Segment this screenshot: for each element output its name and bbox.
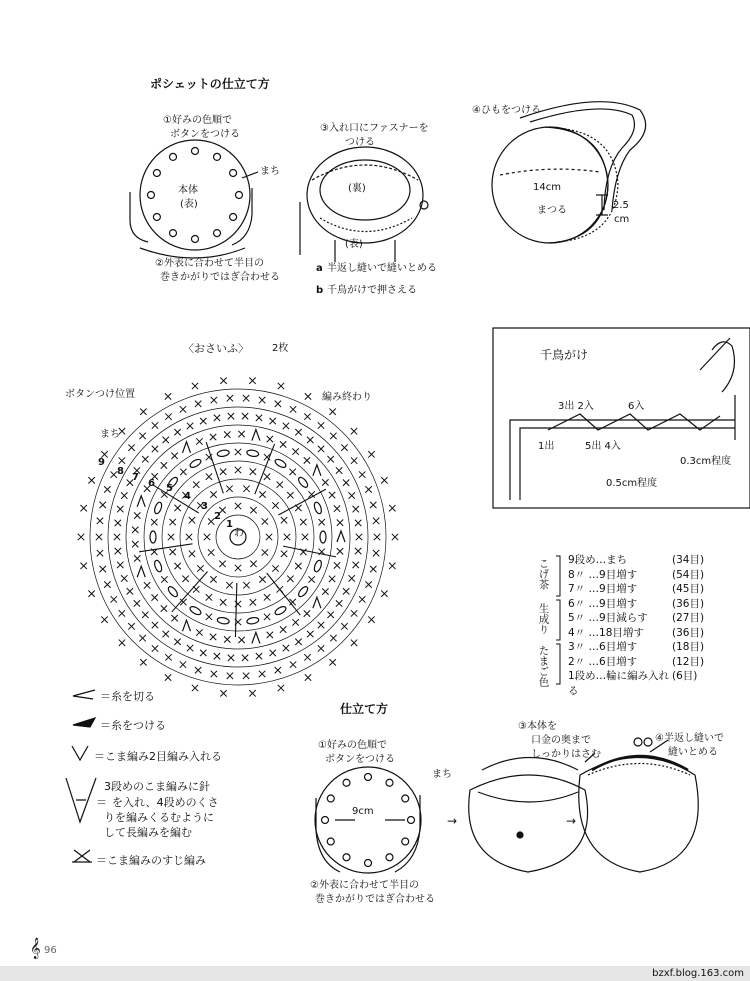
row-count: (36目) xyxy=(672,597,705,610)
row-count: (18目) xyxy=(672,641,705,653)
row-num-3: 3 xyxy=(201,501,208,512)
arrow-1: → xyxy=(447,814,458,828)
legend-long-4: して長編みを編む xyxy=(104,826,192,839)
table-row xyxy=(568,669,722,698)
color-kogecha: こげ茶 xyxy=(537,558,550,590)
pochette-step2-line1: ②外表に合わせて半目の xyxy=(155,258,264,269)
row-num-9: 9 xyxy=(98,457,105,468)
note-b-letter: b xyxy=(316,285,324,296)
note-a-letter: a xyxy=(316,263,323,274)
row-num-5: 5 xyxy=(166,483,173,494)
legend-long-eq: ＝ xyxy=(96,796,107,809)
matsuru-label: まつる xyxy=(537,205,567,216)
shitate-title: 仕立て方 xyxy=(340,702,389,716)
row-label: 3〃 …6目増す xyxy=(568,641,638,653)
shitate-step3-line1: ③本体を xyxy=(518,721,557,732)
pochette-step4: ④ひもをつける xyxy=(472,105,541,116)
chidori-6iri: 6入 xyxy=(628,401,645,412)
legend-long-2: を入れ、4段めのくさ xyxy=(112,796,219,809)
page-number: 96 xyxy=(44,945,57,956)
row-label: 9段め…まち xyxy=(568,554,628,566)
row-num-6: 6 xyxy=(148,478,155,489)
footer-bar xyxy=(0,966,750,981)
row-count: (34目) xyxy=(672,554,705,566)
chidori-1de: 1出 xyxy=(538,441,555,452)
row-num-7: 7 xyxy=(132,472,139,483)
legend-attach: ＝糸をつける xyxy=(100,719,166,732)
pochette-step3-line2: つける xyxy=(345,137,375,148)
legend-back-loop: ＝こま編みのすじ編み xyxy=(96,854,206,867)
shitate-step4-line2: 縫いとめる xyxy=(668,747,718,758)
chidori-03cm: 0.3cm程度 xyxy=(680,456,732,467)
color-tamago: たまご色 xyxy=(537,645,550,687)
row-count: (54目) xyxy=(672,568,705,581)
pochette-step1-line1: ①好みの色順で xyxy=(163,115,232,126)
chart-machi-label: まち xyxy=(100,429,120,440)
button-position-label: ボタンつけ位置 xyxy=(65,389,135,400)
row-label: 6〃 …9目増す xyxy=(568,597,638,610)
shitate-dim-9cm: 9cm xyxy=(352,806,374,817)
row-label: 4〃 …18目増す xyxy=(568,626,644,639)
table-row xyxy=(568,553,722,568)
pochette-step1-line2: ボタンをつける xyxy=(170,129,240,140)
dim-14cm: 14cm xyxy=(533,182,561,193)
treble-clef-icon: 𝄞 xyxy=(30,938,41,959)
chidori-title: 千鳥がけ xyxy=(540,348,589,362)
note-a-text: 半返し縫いで縫いとめる xyxy=(327,263,437,274)
pochette-step3-line1: ③入れ口にファスナーを xyxy=(320,123,429,134)
row-label: 1段め…輪に編み入れる xyxy=(568,670,670,697)
row-num-1: 1 xyxy=(226,519,233,530)
row-num-8: 8 xyxy=(117,466,124,477)
table-row xyxy=(568,611,722,626)
shitate-step4-line1: ④半返し縫いで xyxy=(655,733,724,744)
shitate-step1-line1: ①好みの色順で xyxy=(318,740,387,751)
shitate-step1-line2: ボタンをつける xyxy=(325,754,395,765)
row-count: (27目) xyxy=(672,612,705,624)
site-watermark: bzxf.blog.163.com xyxy=(652,968,744,979)
row-label: 7〃 …9目増す xyxy=(568,583,638,595)
shitate-step3-line3: しっかりはさむ xyxy=(531,749,601,760)
row-label: 2〃 …6目増す xyxy=(568,655,638,668)
pochette-omote-label: (表) xyxy=(180,199,198,210)
chidori-5de4iri: 5出 4入 xyxy=(585,441,621,452)
osaifu-title: 〈おさいふ〉 xyxy=(183,342,249,355)
table-row xyxy=(568,640,722,655)
amiowari-label: 編み終わり xyxy=(322,392,372,403)
pochette-body-label: 本体 xyxy=(178,185,198,196)
pochette-step2-line2: 巻きかがりではぎ合わせる xyxy=(160,272,280,283)
table-row xyxy=(568,597,722,612)
pochette-machi-label: まち xyxy=(260,166,280,177)
row-num-4: 4 xyxy=(184,491,191,502)
row-label: 5〃 …9目減らす xyxy=(568,612,648,624)
dim-2-5: 2.5 xyxy=(613,200,629,211)
legend-long-3: りを編みくるむように xyxy=(104,811,214,824)
arrow-2: → xyxy=(566,814,577,828)
chidori-3de2iri: 3出 2入 xyxy=(558,401,594,412)
pochette-omote2-label: (表) xyxy=(345,239,363,250)
pochette-ura-label: (裏) xyxy=(348,183,366,194)
wa-label: わ xyxy=(234,528,244,539)
shitate-machi: まち xyxy=(432,769,452,780)
row-count: (45目) xyxy=(672,583,705,595)
row-count: (12目) xyxy=(672,655,705,668)
shitate-step2-line1: ②外表に合わせて半目の xyxy=(310,880,419,891)
legend-long-1: 3段めのこま編みに針 xyxy=(104,780,210,793)
table-row xyxy=(568,568,722,583)
table-row xyxy=(568,655,722,670)
color-kinari: 生成り xyxy=(537,603,550,635)
osaifu-count: 2枚 xyxy=(272,343,289,354)
row-count: (36目) xyxy=(672,626,705,639)
note-b-text: 千鳥がけで押さえる xyxy=(327,285,417,296)
rows-table xyxy=(568,553,722,698)
chidori-05cm: 0.5cm程度 xyxy=(606,478,658,489)
table-row xyxy=(568,626,722,641)
dim-cm: cm xyxy=(614,214,630,225)
pochette-title: ポシェットの仕立て方 xyxy=(150,77,270,91)
table-row xyxy=(568,582,722,597)
row-num-2: 2 xyxy=(214,511,221,522)
row-label: 8〃 …9目増す xyxy=(568,568,638,581)
legend-two-sc: ＝こま編み2目編み入れる xyxy=(94,750,222,763)
shitate-step3-line2: 口金の奥まで xyxy=(531,735,591,746)
shitate-step2-line2: 巻きかがりではぎ合わせる xyxy=(315,894,435,905)
legend-cut: ＝糸を切る xyxy=(100,690,155,703)
row-count: (6目) xyxy=(672,670,698,682)
